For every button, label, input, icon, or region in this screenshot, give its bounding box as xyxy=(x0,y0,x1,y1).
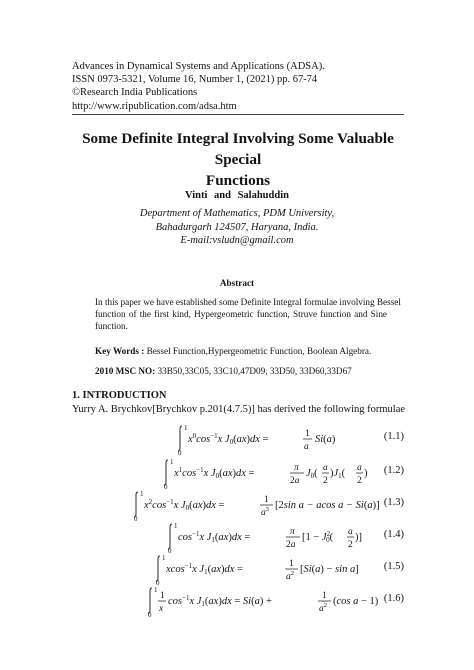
journal-header xyxy=(72,60,404,113)
svg-text:cos−1x J1(ax)dx =: $\cos^{-1}x$ J1(ax)dx = xyxy=(178,530,251,544)
svg-text:[2sin a − acos a − Si(a)]: [2sin a − acos a − Si(a)] xyxy=(275,500,380,511)
svg-text:1: 1 xyxy=(140,490,144,498)
svg-text:[Si(a) − sin a]: [Si(a) − sin a] xyxy=(300,564,359,575)
svg-text:2a: 2a xyxy=(286,540,296,550)
title-line-2: Functions xyxy=(205,172,271,189)
equation-number: (1.1) xyxy=(383,431,404,442)
svg-text:0: 0 xyxy=(134,515,138,523)
svg-text:1: 1 xyxy=(305,429,310,439)
abstract-line: In this paper we have established some Definite Integral formulae involving Bessel xyxy=(95,297,401,307)
svg-text:2a: 2a xyxy=(290,476,300,486)
equation-1-5 xyxy=(72,552,404,586)
equation-formula xyxy=(72,520,362,555)
svg-text:[1 − J20(: [$1 - J^2$ 0( xyxy=(302,530,334,544)
svg-text:1: 1 xyxy=(154,586,158,594)
svg-text:0: 0 xyxy=(178,449,182,457)
author-affiliation xyxy=(0,207,474,248)
svg-text:a3: $a^3$ xyxy=(261,506,269,518)
svg-text:1: 1 xyxy=(184,424,188,432)
paper-title xyxy=(60,128,416,191)
equation-number: (1.5) xyxy=(383,561,404,572)
equation-formula xyxy=(72,422,352,456)
equation-number: (1.4) xyxy=(383,529,404,540)
equation-formula xyxy=(72,488,380,523)
journal-name: Advances in Dynamical Systems and Applications (ADSA). xyxy=(72,61,325,72)
abstract-heading: Abstract xyxy=(219,278,255,288)
svg-text:J0(: J0( xyxy=(306,468,318,480)
svg-text:Si(a): Si(a) xyxy=(315,434,336,445)
keywords-label: Key Words : xyxy=(95,346,145,356)
journal-issn: ISSN 0973-5321, Volume 16, Number 1, (2021) pp. 67-74 xyxy=(72,74,318,86)
equation-1-6 xyxy=(72,584,404,618)
svg-text:(cos a − 1): (cos a − 1) xyxy=(333,596,379,607)
svg-text:a: a xyxy=(323,463,328,473)
abstract-line: function. xyxy=(95,321,128,331)
svg-text:x: x xyxy=(159,604,164,614)
intro-text: Yurry A. Brychkov[Brychkov p.201(4.7.5)] has derived the following formulae xyxy=(72,404,406,415)
title-line-1: Some Definite Integral Involving Some Valuable Special xyxy=(82,130,394,168)
svg-text:a: a xyxy=(348,527,353,537)
svg-text:xcos−1x J1(ax)dx =: xcos$^{-1}$x J1(ax)dx = xyxy=(166,562,243,576)
journal-publisher: ©Research India Publications xyxy=(72,87,198,99)
equation-1-4 xyxy=(72,520,404,554)
equation-1-3 xyxy=(72,488,404,522)
svg-text:π: π xyxy=(290,527,295,537)
keywords-value: Bessel Function,Hypergeometric Function, Boolean Algebra. xyxy=(146,346,372,356)
keywords xyxy=(95,346,395,356)
equation-formula xyxy=(72,456,368,491)
svg-text:)]: )] xyxy=(355,532,362,543)
equation-formula xyxy=(72,584,379,619)
svg-text:a2: $a^2$ xyxy=(319,602,327,614)
svg-text:2: 2 xyxy=(323,476,328,486)
svg-text:1: 1 xyxy=(160,591,165,601)
equation-formula xyxy=(72,552,359,587)
abstract-line: function of the first kind, Hypergeometric function, Struve function and Sine xyxy=(95,309,387,319)
svg-text:cos−1x J1(ax)dx = Si(a) +: $\cos^{-1}x$ J1(ax)dx = Si(a) + xyxy=(168,594,272,608)
svg-text:): ) xyxy=(364,468,368,479)
affiliation-email: E-mail:vsludn@gmail.com xyxy=(180,235,294,247)
author-names: Vinti and Salahuddin xyxy=(185,190,289,201)
svg-text:a2: $a^2$ xyxy=(286,570,294,582)
msc-value: 33B50,33C05, 33C10,47D09, 33D50, 33D60,33D67 xyxy=(157,366,352,376)
equation-1-2 xyxy=(72,456,404,490)
svg-text:2: 2 xyxy=(357,476,362,486)
svg-text:x2cos−1x J0(ax)dx =: $x^2\cos^{-1}x$ J0(ax)dx = xyxy=(144,498,225,512)
svg-text:)J1(: )J1( xyxy=(330,468,346,480)
equation-number: (1.6) xyxy=(383,593,404,604)
svg-text:a: a xyxy=(357,463,362,473)
abstract-body xyxy=(95,296,401,332)
svg-text:0: 0 xyxy=(148,611,152,619)
msc-label: 2010 MSC NO: xyxy=(95,366,156,376)
equation-number: (1.3) xyxy=(383,497,404,508)
svg-text:π: π xyxy=(294,463,299,473)
svg-text:2: 2 xyxy=(348,540,353,550)
svg-text:a: a xyxy=(304,442,309,452)
affiliation-address: Bahadurgarh 124507, Haryana, India. xyxy=(155,221,319,233)
svg-text:1: 1 xyxy=(170,458,174,466)
svg-text:1: 1 xyxy=(174,522,178,530)
svg-text:1: 1 xyxy=(289,559,294,569)
svg-text:0: 0 xyxy=(164,483,168,491)
svg-text:x1cos−1x J0(ax)dx =: $x^1\cos^{-1}x$ J0(ax)dx = xyxy=(174,466,255,480)
msc-codes xyxy=(95,366,395,376)
svg-text:1: 1 xyxy=(162,554,166,562)
svg-text:1: 1 xyxy=(322,591,327,601)
svg-text:0: 0 xyxy=(168,547,172,555)
header-divider xyxy=(72,114,404,115)
journal-url: http://www.ripublication.com/adsa.htm xyxy=(72,100,237,112)
section-heading: 1. INTRODUCTION xyxy=(72,390,167,401)
svg-text:1: 1 xyxy=(264,495,269,505)
equation-number: (1.2) xyxy=(383,465,404,476)
equation-1-1 xyxy=(72,422,404,456)
svg-text:x0cos−1x J0(ax)dx =: $x^0\cos^{-1}x$ J0(ax)dx = xyxy=(188,432,269,446)
svg-text:0: 0 xyxy=(156,579,160,587)
affiliation-department: Department of Mathematics, PDM University, xyxy=(139,208,335,219)
